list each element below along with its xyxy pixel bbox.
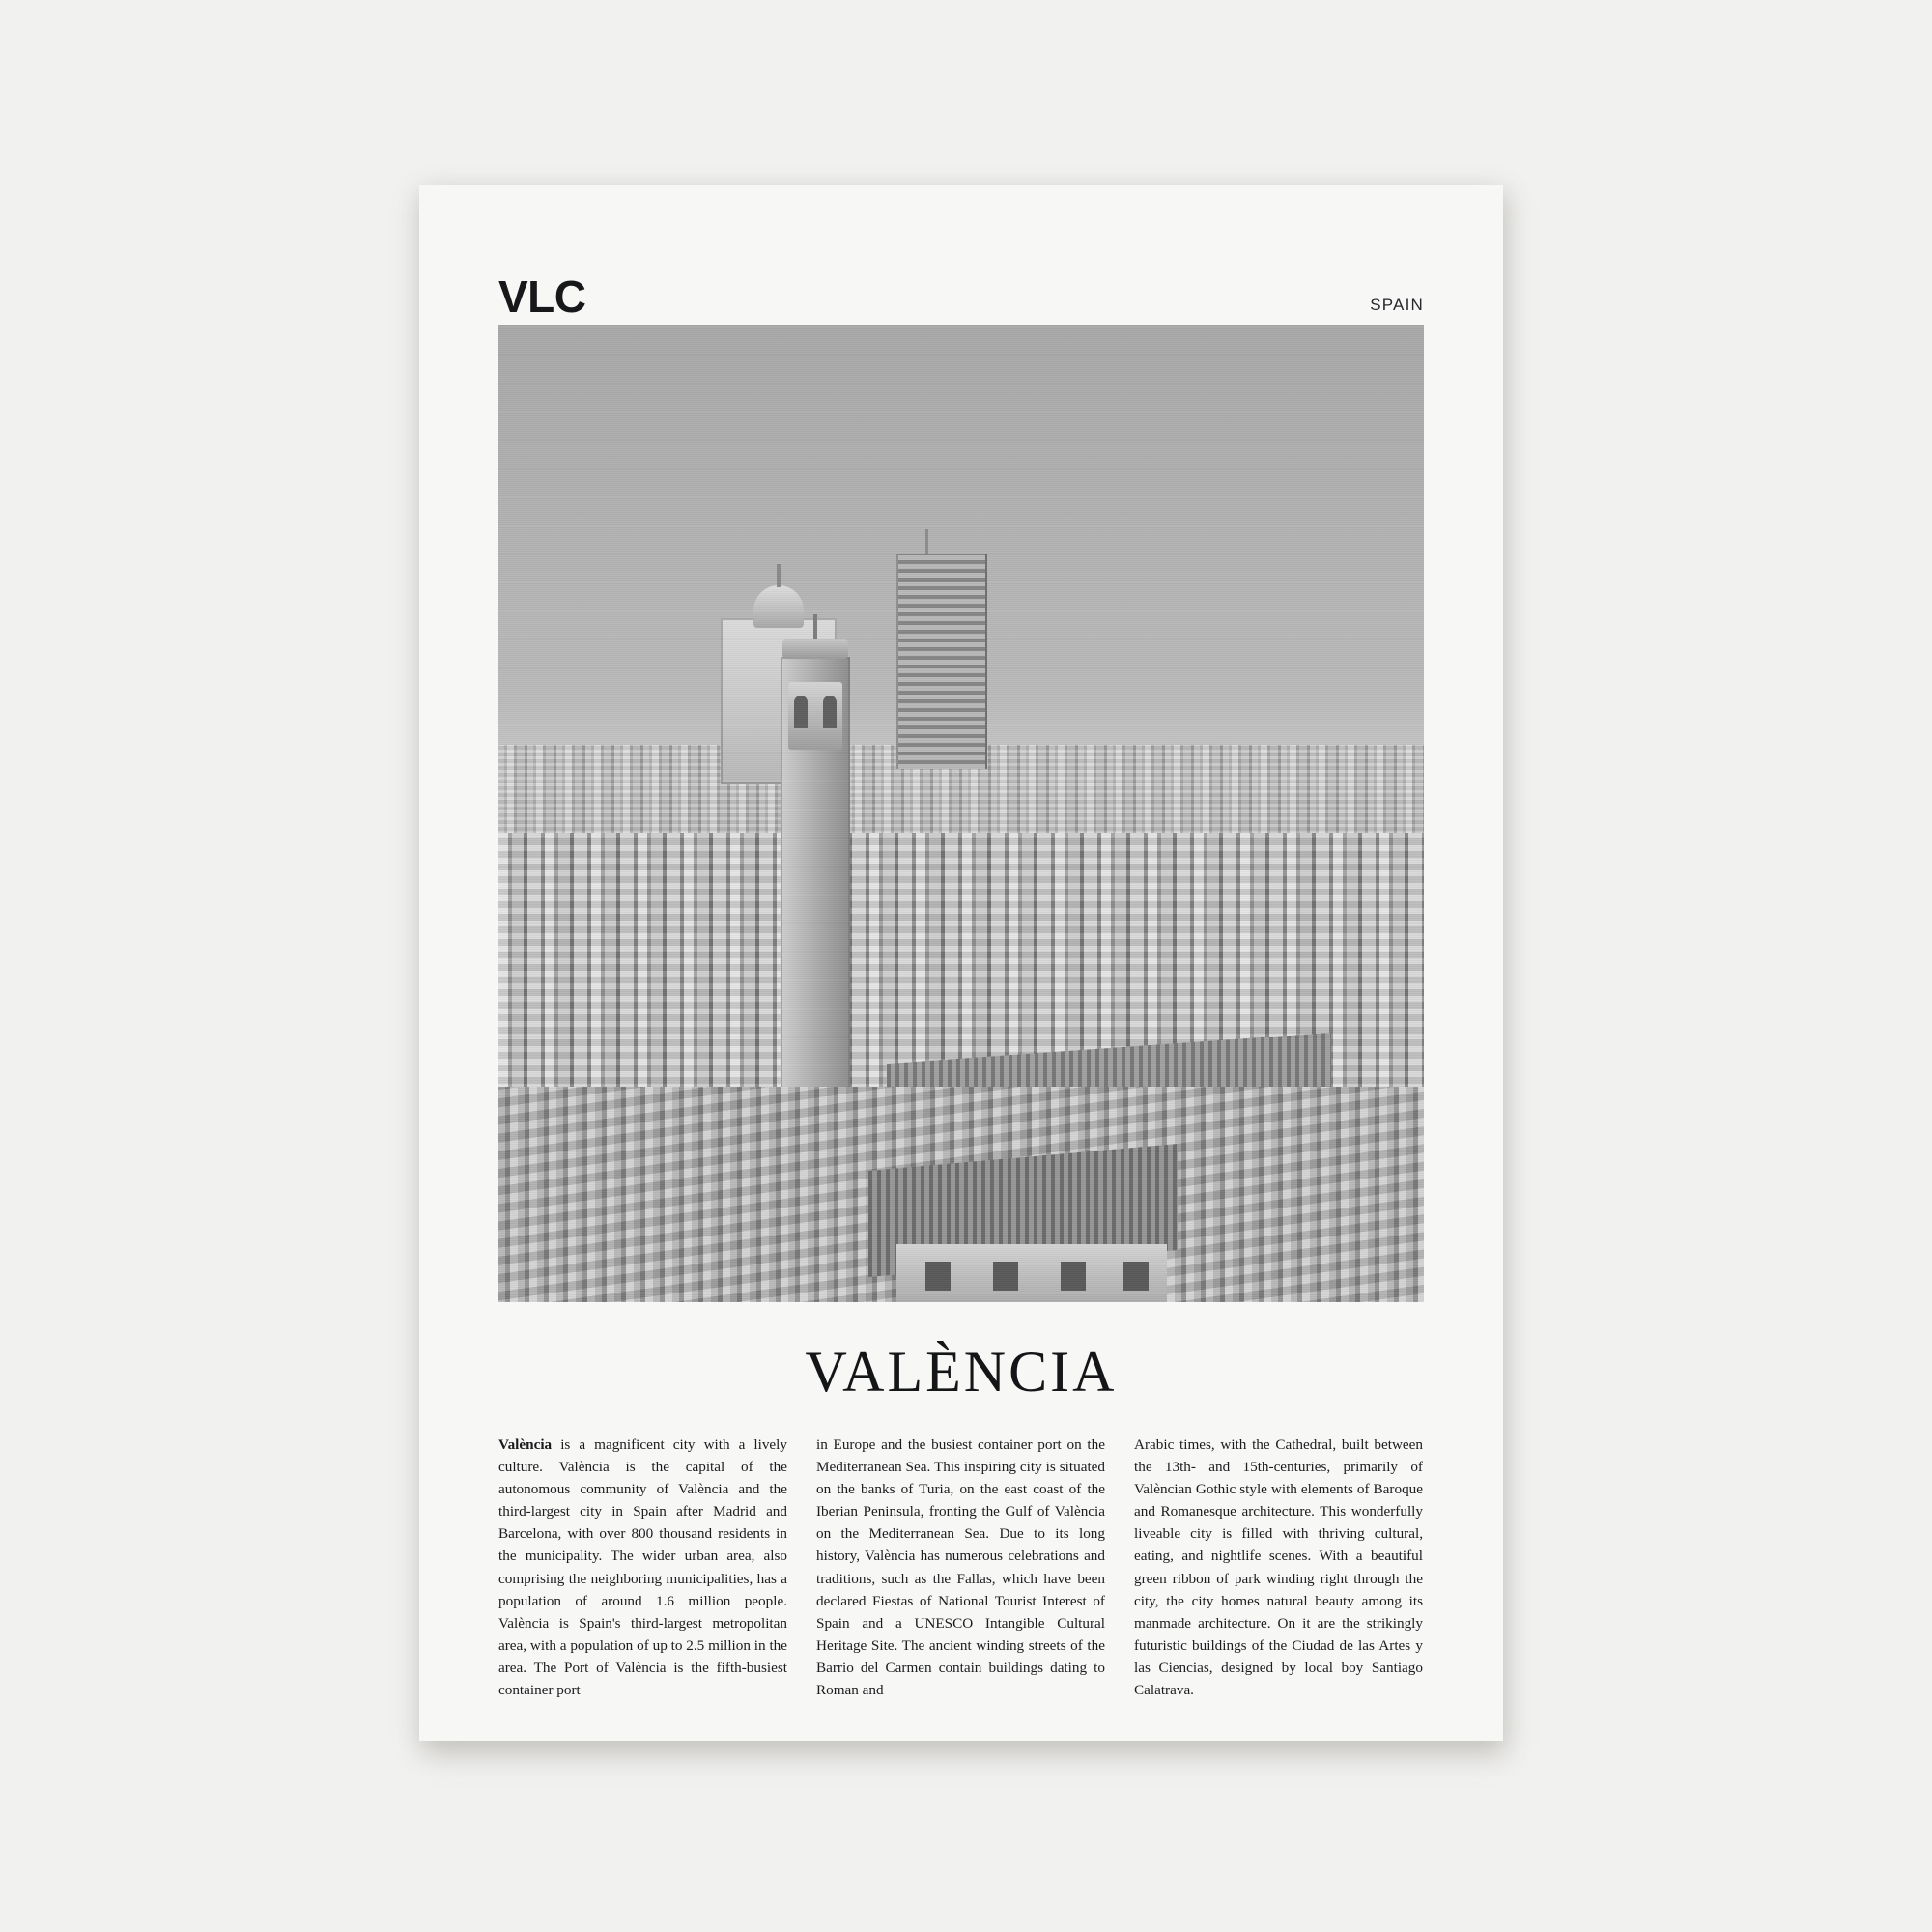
description-columns (498, 1434, 1424, 1701)
poster (419, 185, 1503, 1741)
photo-bell-tower (781, 657, 850, 1107)
city-code: VLC (498, 271, 586, 322)
description-column-3: Arabic times, with the Cathedral, built between the 13th- and 15th-centuries, primarily of Valèncian Gothic style with elements of Baroque and Romanesque architecture. This wonderfully liveable city is filled with thriving cultural, eating, and nightlife scenes. With a beautiful green ribbon of park winding right through the city, the city homes natural beauty among its manmade architecture. On it are the strikingly futuristic buildings of the Ciudad de las Artes y las Ciencias, designed by local boy Santiago Calatrava. (1134, 1436, 1423, 1699)
city-photograph (498, 325, 1424, 1302)
description-text-1: is a magnificent city with a lively culture. València is the capital of the autonomous community of València and the third-largest city in Spain after Madrid and Barcelona, with over 800 thousand residents in the municipality. The wider urban area, also comprising the neighboring municipalities, has a population of around 1.6 million people. València is Spain's third-largest metropolitan area, with a population of up to 2.5 million in the area. The Port of València is the fifth-busiest container port (498, 1436, 787, 1699)
photo-bell-tower-arch (794, 696, 808, 728)
poster-title: VALÈNCIA (805, 1340, 1118, 1404)
description-lead: València (498, 1436, 553, 1453)
poster-content (498, 261, 1424, 1699)
photo-window (1123, 1262, 1149, 1291)
photo-modern-tower (896, 554, 987, 770)
photo-window (1061, 1262, 1086, 1291)
description-column-2: in Europe and the busiest container port on the Mediterranean Sea. This inspiring city is situated on the banks of Turia, on the east coast of the Iberian Peninsula, fronting the Gulf of València on the Mediterranean Sea. Due to its long history, València has numerous celebrations and traditions, such as the Fallas, which have been declared Fiestas of National Tourist Interest of Spain and a UNESCO Intangible Cultural Heritage Site. The ancient winding streets of the Barrio del Carmen contain buildings dating to Roman and (816, 1436, 1105, 1699)
poster-header (498, 261, 1424, 325)
photo-window (993, 1262, 1018, 1291)
photo-foreground-facade (896, 1244, 1167, 1302)
photo-bell-tower-cap (782, 639, 848, 659)
photo-bell-tower-arch (823, 696, 837, 728)
description-column-1 (498, 1434, 787, 1701)
photo-bell-tower-spire (813, 614, 817, 641)
country-label: SPAIN (1370, 296, 1424, 314)
photo-window (925, 1262, 951, 1291)
